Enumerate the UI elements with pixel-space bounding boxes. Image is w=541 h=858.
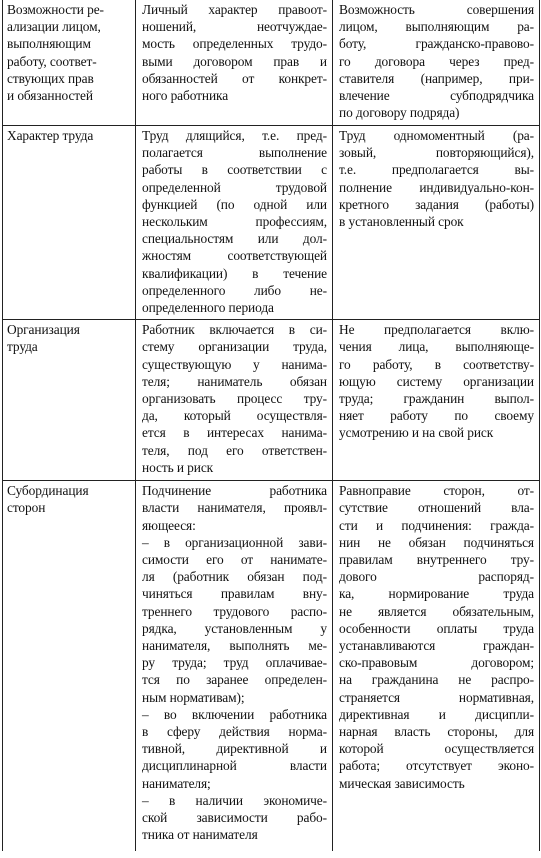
cell-text-line: мость определенных трудо- <box>142 36 327 52</box>
cell-text-line: нин не обязан подчиняться <box>339 534 534 550</box>
cell-text-line: стему организации труда, <box>142 339 327 355</box>
cell-text-line: выми договором прав и <box>142 53 327 69</box>
comparison-table <box>2 0 540 851</box>
cell-text-line: ющую систему организации <box>339 373 534 389</box>
civil-contract-cell <box>333 320 540 481</box>
cell-text-line: власти нанимателя, проявл- <box>142 500 327 516</box>
criterion-cell <box>3 0 136 126</box>
cell-text-line: зовый, повторяющийся), <box>339 145 534 161</box>
cell-text-line: квалификации) в течение <box>142 265 327 281</box>
cell-text-line: Труд одномоментный (ра- <box>339 128 534 143</box>
labor-contract-cell <box>136 0 333 126</box>
labor-contract-cell <box>136 126 333 320</box>
cell-text-line: Равноправие сторон, от- <box>339 483 534 499</box>
cell-text-line: труда; гражданин выпол- <box>339 391 534 407</box>
cell-text-line: труда <box>7 339 38 355</box>
cell-text-line: мическая зависимость <box>339 775 465 791</box>
cell-text-line: ствующих прав <box>7 70 94 86</box>
criterion-cell <box>3 320 136 481</box>
cell-text-line: ля (работник обязан под- <box>142 569 327 585</box>
cell-text-line: усмотрению и на свой риск <box>339 425 494 441</box>
cell-text-line: работа; отсутствует эконо- <box>339 758 534 774</box>
cell-text-line: ской зависимости рабо- <box>142 810 327 826</box>
cell-text-line: полагается выполнение <box>142 145 327 161</box>
cell-text-line: нарная власть стороны, для <box>339 724 534 740</box>
cell-text-line: го договора через пред- <box>339 53 534 69</box>
cell-text-line: нанимателя; <box>142 775 211 791</box>
cell-text-line: определенного либо не- <box>142 282 327 298</box>
cell-text-line: ного работника <box>142 88 229 104</box>
cell-text-line: сутствие отношений вла- <box>339 500 534 516</box>
cell-text-line: нескольким профессиям, <box>142 214 327 230</box>
labor-contract-cell <box>136 481 333 852</box>
cell-text-line: особенности оплаты труда <box>339 620 534 636</box>
cell-text-line: симости его от наниматe- <box>142 552 327 568</box>
cell-text-line: нанимателя, выполнять ме- <box>142 638 327 654</box>
cell-text-line: ность и риск <box>142 459 214 475</box>
cell-text-line: го работу, в соответству- <box>339 356 534 372</box>
criterion-cell <box>3 481 136 852</box>
cell-text-line: да, который осуществля- <box>142 408 327 424</box>
cell-text-line: Субординация <box>7 483 89 499</box>
cell-text-line: страняется нормативная, <box>339 689 534 705</box>
cell-text-line: теля, под его ответствен- <box>142 442 327 458</box>
cell-text-line: функцией (по одной или <box>142 196 327 212</box>
cell-text-line: дового распоряд- <box>339 569 534 585</box>
cell-text-line: ру труда; труд оплачивае- <box>142 655 327 671</box>
table-row <box>3 0 540 126</box>
criterion-cell <box>3 126 136 320</box>
cell-text-line: ализации лицом, <box>7 19 101 35</box>
cell-text-line: сти и подчинения: гражда- <box>339 517 534 533</box>
cell-text-line: Труд длящийся, т.е. пред- <box>142 128 327 143</box>
cell-text-line: дисциплинарной власти <box>142 758 327 774</box>
cell-text-line: теля; наниматель обязан <box>142 373 327 389</box>
cell-text-line: Возможность совершения <box>339 2 534 17</box>
cell-text-line: ско-правовым договором; <box>339 655 534 671</box>
cell-text-line: Возможности ре- <box>7 2 104 17</box>
cell-text-line: и обязанностей <box>7 88 93 104</box>
cell-text-line: няет работу по своему <box>339 408 534 424</box>
cell-text-line: тся по заранее определен- <box>142 672 327 688</box>
cell-text-line: устанавливаются граждан- <box>339 638 534 654</box>
cell-text-line: ется в интересах нанима- <box>142 425 327 441</box>
cell-text-line: – в организационной зави- <box>142 534 327 550</box>
table-row <box>3 126 540 320</box>
cell-text-line: ным нормативам); <box>142 689 245 705</box>
cell-text-line: треннего трудового распо- <box>142 603 327 619</box>
cell-text-line: Подчинение работника <box>142 483 327 499</box>
cell-text-line: по договору подряда) <box>339 105 460 121</box>
cell-text-line: специальностям или дол- <box>142 231 327 247</box>
civil-contract-cell <box>333 126 540 320</box>
table-row <box>3 320 540 481</box>
cell-text-line: чиняться правилам вну- <box>142 586 327 602</box>
cell-text-line: выполняющим <box>7 36 91 52</box>
cell-text-line: правилам внутреннего тру- <box>339 552 534 568</box>
cell-text-line: тивной, директивной и <box>142 741 327 757</box>
cell-text-line: не является обязательным, <box>339 603 534 619</box>
cell-text-line: рядка, установленным у <box>142 620 327 636</box>
cell-text-line: тника от нанимателя <box>142 827 258 843</box>
cell-text-line: обязанностей от конкрет- <box>142 70 327 86</box>
cell-text-line: сторон <box>7 500 46 516</box>
cell-text-line: определенной трудовой <box>142 179 327 195</box>
cell-text-line: ставителя (например, при- <box>339 70 534 86</box>
cell-text-line: Работник включается в си- <box>142 322 327 338</box>
cell-text-line: ка, нормирование труда <box>339 586 534 602</box>
cell-text-line: определенного периода <box>142 300 274 316</box>
cell-text-line: в сферу действия норма- <box>142 724 327 740</box>
cell-text-line: ношений, неотчуждае- <box>142 19 327 35</box>
cell-text-line: работы в соответствии с <box>142 162 327 178</box>
civil-contract-cell <box>333 0 540 126</box>
civil-contract-cell <box>333 481 540 852</box>
cell-text-line: чения лица, выполняюще- <box>339 339 534 355</box>
cell-text-line: кретного задания (работы) <box>339 196 534 212</box>
cell-text-line: влечение субподрядчика <box>339 88 534 104</box>
cell-text-line: лицом, выполняющим ра- <box>339 19 534 35</box>
cell-text-line: директивная и дисципли- <box>339 706 534 722</box>
labor-contract-cell <box>136 320 333 481</box>
cell-text-line: жностям соответствующей <box>142 248 327 264</box>
cell-text-line: яющееся: <box>142 517 196 533</box>
cell-text-line: организовать процесс тру- <box>142 391 327 407</box>
cell-text-line: существующую у нанима- <box>142 356 327 372</box>
cell-text-line: Личный характер правоот- <box>142 2 327 17</box>
cell-text-line: Не предполагается вклю- <box>339 322 534 338</box>
cell-text-line: в установленный срок <box>339 214 464 230</box>
table-row <box>3 481 540 852</box>
cell-text-line: т.е. предполагается вы- <box>339 162 534 178</box>
cell-text-line: Организация <box>7 322 80 338</box>
cell-text-line: работу, соответ- <box>7 53 97 69</box>
cell-text-line: полнение индивидуально-кон- <box>339 179 534 195</box>
cell-text-line: Характер труда <box>7 128 94 143</box>
cell-text-line: боту, гражданско-правово- <box>339 36 534 52</box>
cell-text-line: на гражданина не распро- <box>339 672 534 688</box>
cell-text-line: которой осуществляется <box>339 741 534 757</box>
cell-text-line: – во включении работника <box>142 706 327 722</box>
cell-text-line: – в наличии экономиче- <box>142 792 327 808</box>
